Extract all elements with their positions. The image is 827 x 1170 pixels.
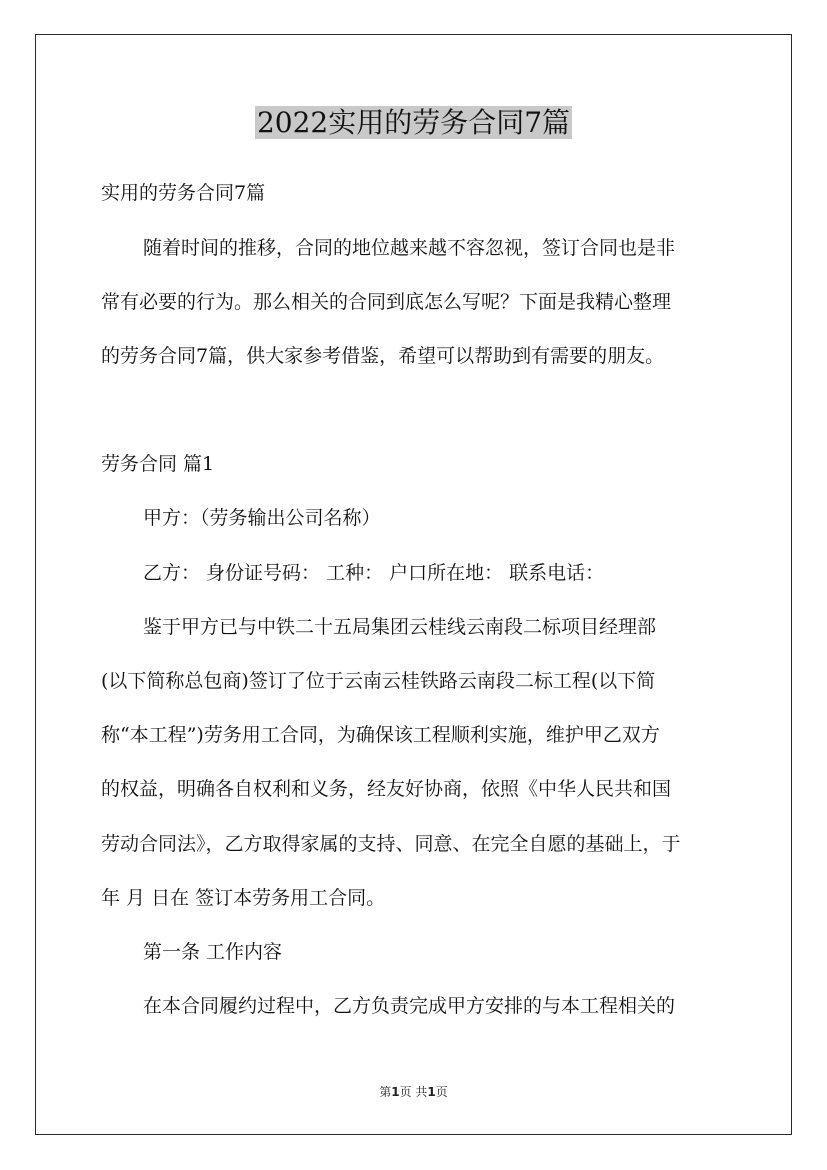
- paragraph-line: 常有必要的行为。那么相关的合同到底怎么写呢？下面是我精心整理: [101, 291, 672, 313]
- paragraph-line: 称“本工程”)劳务用工合同，为确保该工程顺利实施，维护甲乙双方: [101, 724, 660, 746]
- paragraph-line: 甲方：（劳务输出公司名称）: [143, 507, 381, 529]
- document-title: [0, 101, 827, 145]
- page-current: 1: [391, 1085, 400, 1099]
- page-total: 1: [427, 1085, 436, 1099]
- paragraph-line: 随着时间的推移，合同的地位越来越不容忽视，签订合同也是非: [143, 237, 676, 259]
- paragraph-line: 在本合同履约过程中，乙方负责完成甲方安排的与本工程相关的: [143, 995, 676, 1017]
- page-mid: 页 共: [399, 1085, 428, 1099]
- article-heading: 第一条 工作内容: [143, 941, 283, 963]
- paragraph-line: 乙方： 身份证号码： 工种： 户口所在地： 联系电话：: [143, 562, 605, 584]
- paragraph-line: 年 月 日在 签订本劳务用工合同。: [101, 887, 386, 909]
- paragraph-line: 劳动合同法》，乙方取得家属的支持、同意、在完全自愿的基础上，于: [101, 833, 681, 855]
- page-footer: [0, 1083, 827, 1101]
- paragraph-line: 鉴于甲方已与中铁二十五局集团云桂线云南段二标项目经理部: [143, 616, 657, 638]
- paragraph-line: (以下简称总包商)签订了位于云南云桂铁路云南段二标工程(以下简: [101, 670, 656, 692]
- page-suffix: 页: [435, 1085, 448, 1099]
- section-heading: 劳务合同 篇1: [101, 453, 215, 475]
- document-title-text: 2022实用的劳务合同7篇: [256, 106, 571, 139]
- paragraph-line: 的劳务合同7篇，供大家参考借鉴，希望可以帮助到有需要的朋友。: [101, 345, 665, 367]
- paragraph-line: 的权益，明确各自权利和义务，经友好协商，依照《中华人民共和国: [101, 778, 672, 800]
- page-prefix: 第: [379, 1085, 392, 1099]
- paragraph-line: 实用的劳务合同7篇: [101, 182, 266, 204]
